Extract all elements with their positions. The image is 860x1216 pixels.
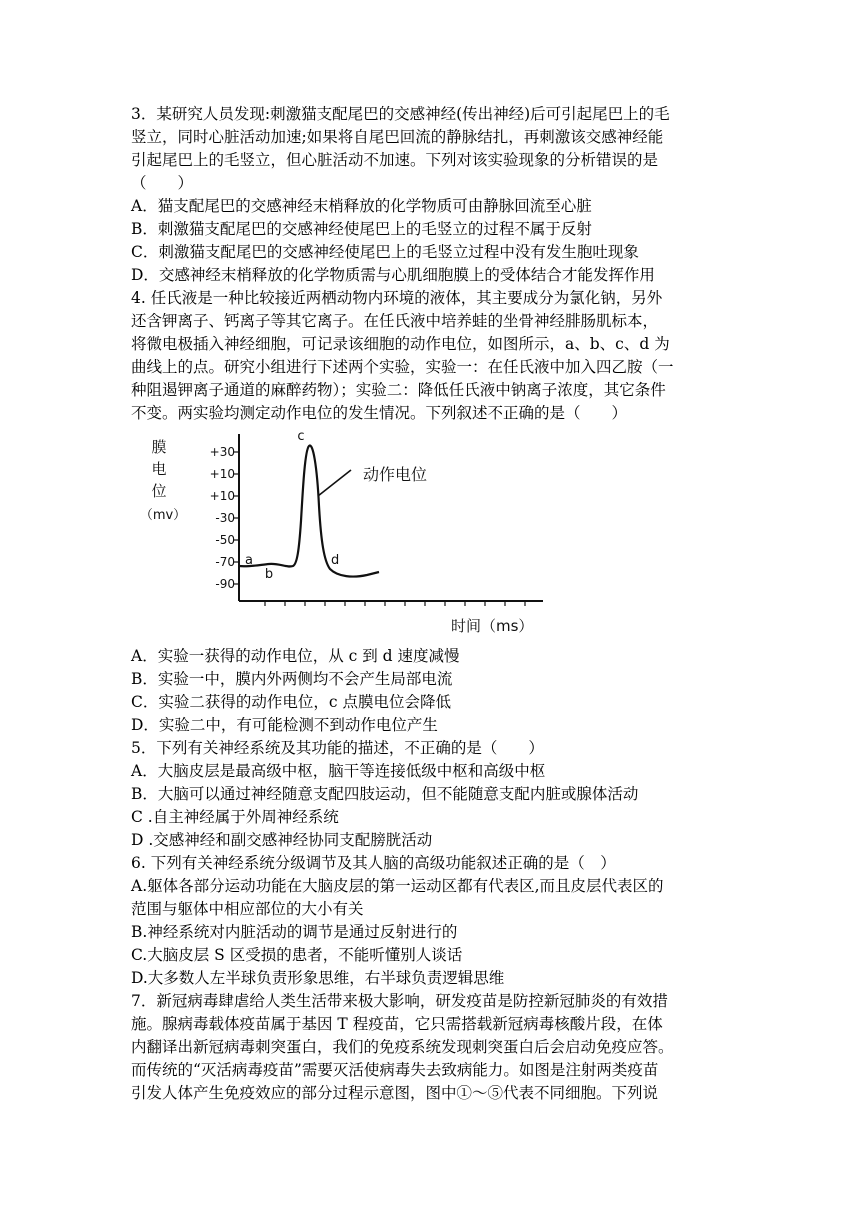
q6-option-d: D.大多数人左半球负责形象思维，右半球负责逻辑思维 xyxy=(131,969,505,987)
q4-stem-line-1: 4. 任氏液是一种比较接近两栖动物内环境的液体，其主要成分为氯化钠，另外 xyxy=(131,289,663,307)
q5-option-a: A．大脑皮层是最高级中枢，脑干等连接低级中枢和高级中枢 xyxy=(131,762,546,780)
point-b-label: b xyxy=(264,567,274,582)
y-tick-7: -90 xyxy=(215,577,235,591)
q7-stem-line-5: 引发人体产生免疫效应的部分过程示意图，图中①～⑤代表不同细胞。下列说 xyxy=(131,1084,659,1102)
point-a-label: a xyxy=(245,553,253,568)
point-c-label: c xyxy=(297,429,305,444)
point-d-label: d xyxy=(331,553,340,568)
q5-option-d: D .交感神经和副交感神经协同支配膀胱活动 xyxy=(131,831,433,849)
q4-option-b: B．实验一中，膜内外两侧均不会产生局部电流 xyxy=(131,670,453,688)
q3-stem-line-3: 引起尾巴上的毛竖立，但心脏活动不加速。下列对该实验现象的分析错误的是 xyxy=(131,151,659,169)
q3-stem-line-4: （ ） xyxy=(131,174,194,192)
q6-option-c: C.大脑皮层 S 区受损的患者，不能听懂别人谈话 xyxy=(131,946,463,964)
graph-ylabel-1: 膜 xyxy=(151,438,167,456)
curve-label-pointer xyxy=(318,470,351,496)
y-tick-1: +30 xyxy=(209,445,235,459)
q5-stem: 5．下列有关神经系统及其功能的描述，不正确的是（ ） xyxy=(131,739,544,757)
q6-option-b: B.神经系统对内脏活动的调节是通过反射进行的 xyxy=(131,923,458,941)
q6-option-a-line-1: A.躯体各部分运动功能在大脑皮层的第一运动区都有代表区,而且皮层代表区的 xyxy=(131,877,664,895)
y-tick-3: +10 xyxy=(209,489,235,503)
q4-option-a: A．实验一获得的动作电位，从 c 到 d 速度减慢 xyxy=(131,647,460,665)
q3-option-c: C．刺激猫支配尾巴的交感神经使尾巴上的毛竖立过程中没有发生胞吐现象 xyxy=(131,243,639,261)
q7-stem-line-1: 7．新冠病毒肆虐给人类生活带来极大影响，研发疫苗是防控新冠肺炎的有效措 xyxy=(131,992,668,1010)
y-tick-2: +10 xyxy=(209,467,235,481)
q3-stem-line-1: 3．某研究人员发现:刺激猫支配尾巴的交感神经(传出神经)后可引起尾巴上的毛 xyxy=(131,105,670,123)
q7-stem-line-4: 而传统的“灭活病毒疫苗”需要灭活使病毒失去致病能力。如图是注射两类疫苗 xyxy=(131,1061,659,1079)
q7-stem-line-3: 内翻译出新冠病毒刺突蛋白，我们的免疫系统发现刺突蛋白后会启动免疫应答。 xyxy=(131,1038,674,1056)
q4-stem-line-3: 将微电极插入神经细胞，可记录该细胞的动作电位，如图所示，a、b、c、d 为 xyxy=(131,335,670,353)
q5-option-b: B．大脑可以通过神经随意支配四肢运动，但不能随意支配内脏或腺体活动 xyxy=(131,785,639,803)
q5-option-c: C .自主神经属于外周神经系统 xyxy=(131,808,339,826)
q7-stem-line-2: 施。腺病毒载体疫苗属于基因 T 程疫苗，它只需搭载新冠病毒核酸片段，在体 xyxy=(131,1015,663,1033)
q3-stem-line-2: 竖立，同时心脏活动加速;如果将自尾巴回流的静脉结扎，再刺激该交感神经能 xyxy=(131,128,664,146)
graph-ylabel-2: 电 xyxy=(151,460,167,478)
action-potential-curve xyxy=(239,446,379,577)
q4-stem-line-6: 不变。两实验均测定动作电位的发生情况。下列叙述不正确的是（ ） xyxy=(131,404,628,422)
q4-stem-line-4: 曲线上的点。研究小组进行下述两个实验，实验一：在任氏液中加入四乙胺（一 xyxy=(131,358,674,376)
q4-option-d: D．实验二中，有可能检测不到动作电位产生 xyxy=(131,716,438,734)
q6-stem: 6. 下列有关神经系统分级调节及其人脑的高级功能叙述正确的是（ ） xyxy=(131,854,616,872)
q6-option-a-line-2: 范围与躯体中相应部位的大小有关 xyxy=(131,900,364,918)
y-tick-4: -30 xyxy=(215,511,235,525)
graph-ylabel-unit: （mv） xyxy=(139,508,187,523)
q3-option-d: D．交感神经末梢释放的化学物质需与心肌细胞膜上的受体结合才能发挥作用 xyxy=(131,266,655,284)
graph-ylabel-3: 位 xyxy=(151,482,167,500)
q3-option-a: A．猫支配尾巴的交感神经末梢释放的化学物质可由静脉回流至心脏 xyxy=(131,197,592,215)
q4-stem-line-2: 还含钾离子、钙离子等其它离子。在任氏液中培养蛙的坐骨神经腓肠肌标本， xyxy=(131,312,659,330)
y-tick-5: -50 xyxy=(215,533,235,547)
q4-option-c: C．实验二获得的动作电位，c 点膜电位会降低 xyxy=(131,693,451,711)
y-tick-6: -70 xyxy=(215,555,235,569)
action-potential-graph xyxy=(131,426,571,646)
q4-stem-line-5: 种阻遏钾离子通道的麻醉药物）；实验二：降低任氏液中钠离子浓度，其它条件 xyxy=(131,381,666,399)
x-axis-label: 时间（ms） xyxy=(451,617,534,635)
curve-label: 动作电位 xyxy=(363,465,428,484)
q3-option-b: B．刺激猫支配尾巴的交感神经使尾巴上的毛竖立的过程不属于反射 xyxy=(131,220,592,238)
